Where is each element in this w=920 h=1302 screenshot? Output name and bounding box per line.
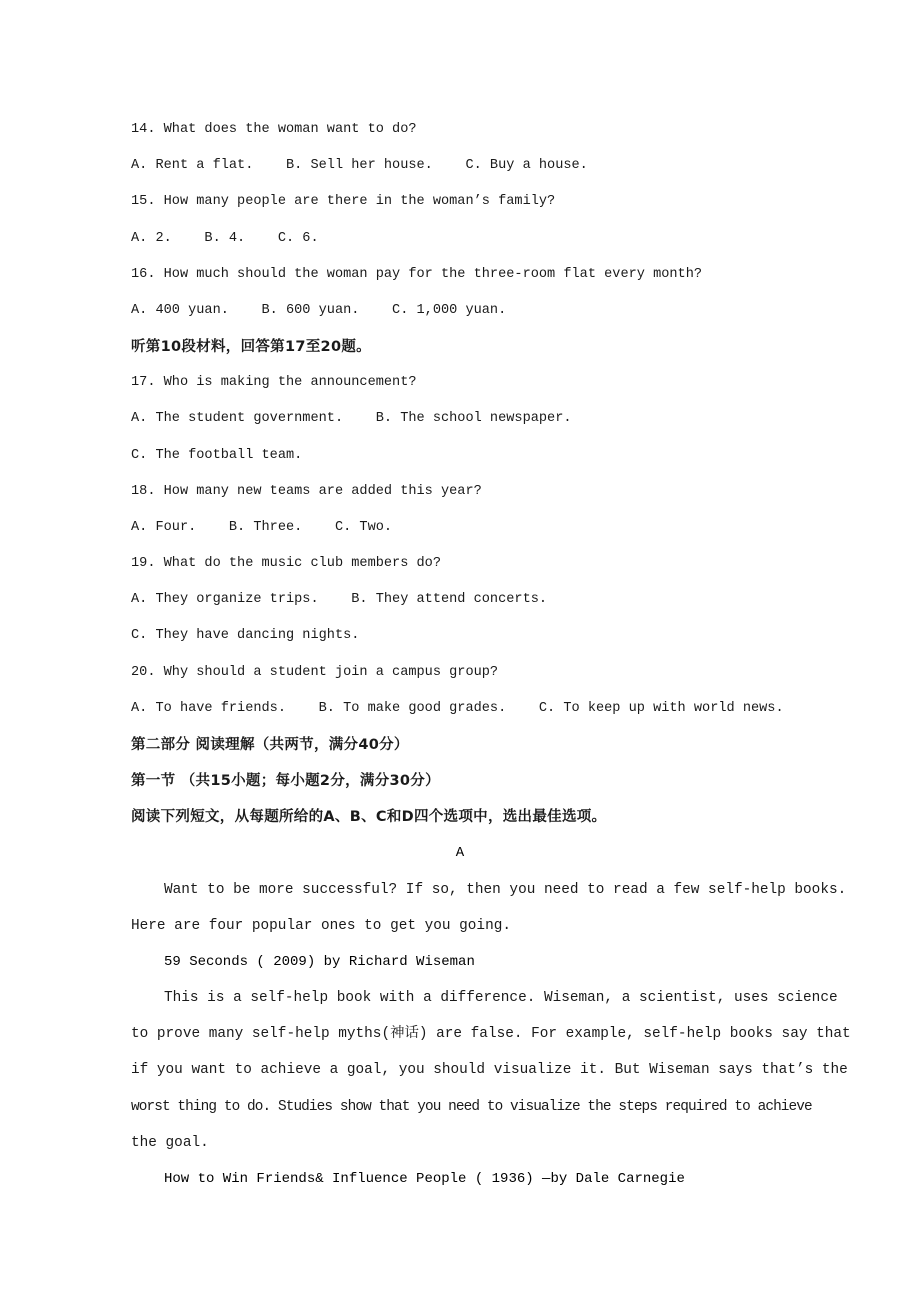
answer-options: A. The student government. B. The school newspaper. <box>131 411 572 427</box>
answer-options: A. To have friends. B. To make good grades. C. To keep up with world news. <box>131 700 784 716</box>
question-text: 20. Why should a student join a campus group? <box>131 664 499 680</box>
answer-options: A. Rent a flat. B. Sell her house. C. Buy a house. <box>131 158 588 174</box>
paragraph-line: the goal. <box>131 1134 209 1151</box>
answer-options: A. 400 yuan. B. 600 yuan. C. 1,000 yuan. <box>131 302 507 318</box>
answer-options: A. Four. B. Three. C. Two. <box>131 519 393 535</box>
book-title: 59 Seconds ( 2009) by Richard Wiseman <box>164 953 475 970</box>
question-text: 19. What do the music club members do? <box>131 556 441 572</box>
section-instruction: 第一节 （共15小题；每小题2分，满分30分） <box>131 773 440 790</box>
paragraph-line: Here are four popular ones to get you going. <box>131 917 511 934</box>
book-title: How to Win Friends& Influence People ( 1936) —by Dale Carnegie <box>164 1170 685 1187</box>
section-instruction: 阅读下列短文，从每题所给的A、B、C和D四个选项中，选出最佳选项。 <box>131 809 607 826</box>
paragraph-line: This is a self-help book with a difference. Wiseman, a scientist, uses science <box>164 990 838 1007</box>
passage-label: A <box>455 845 465 862</box>
question-text: 14. What does the woman want to do? <box>131 122 417 137</box>
question-text: 16. How much should the woman pay for the three-room flat every month? <box>131 266 703 282</box>
question-text: 17. Who is making the announcement? <box>131 375 417 391</box>
section-instruction: 听第10段材料，回答第17至20题。 <box>131 339 371 356</box>
paragraph-line: to prove many self-help myths(神话) are false. For example, self-help books say that <box>131 1026 851 1043</box>
question-text: 15. How many people are there in the woman’s family? <box>131 194 556 210</box>
paragraph-line: if you want to achieve a goal, you should visualize it. But Wiseman says that’s the <box>131 1062 848 1079</box>
paragraph-line: worst thing to do. Studies show that you need to visualize the steps required to achieve <box>131 1098 812 1115</box>
answer-options: A. 2. B. 4. C. 6. <box>131 230 319 246</box>
paragraph-line: Want to be more successful? If so, then you need to read a few self-help books. <box>164 881 847 898</box>
answer-options: A. They organize trips. B. They attend concerts. <box>131 592 548 608</box>
answer-options: C. They have dancing nights. <box>131 628 360 644</box>
question-text: 18. How many new teams are added this year? <box>131 483 482 499</box>
answer-options: C. The football team. <box>131 447 303 463</box>
section-instruction: 第二部分 阅读理解（共两节，满分40分） <box>131 736 409 753</box>
